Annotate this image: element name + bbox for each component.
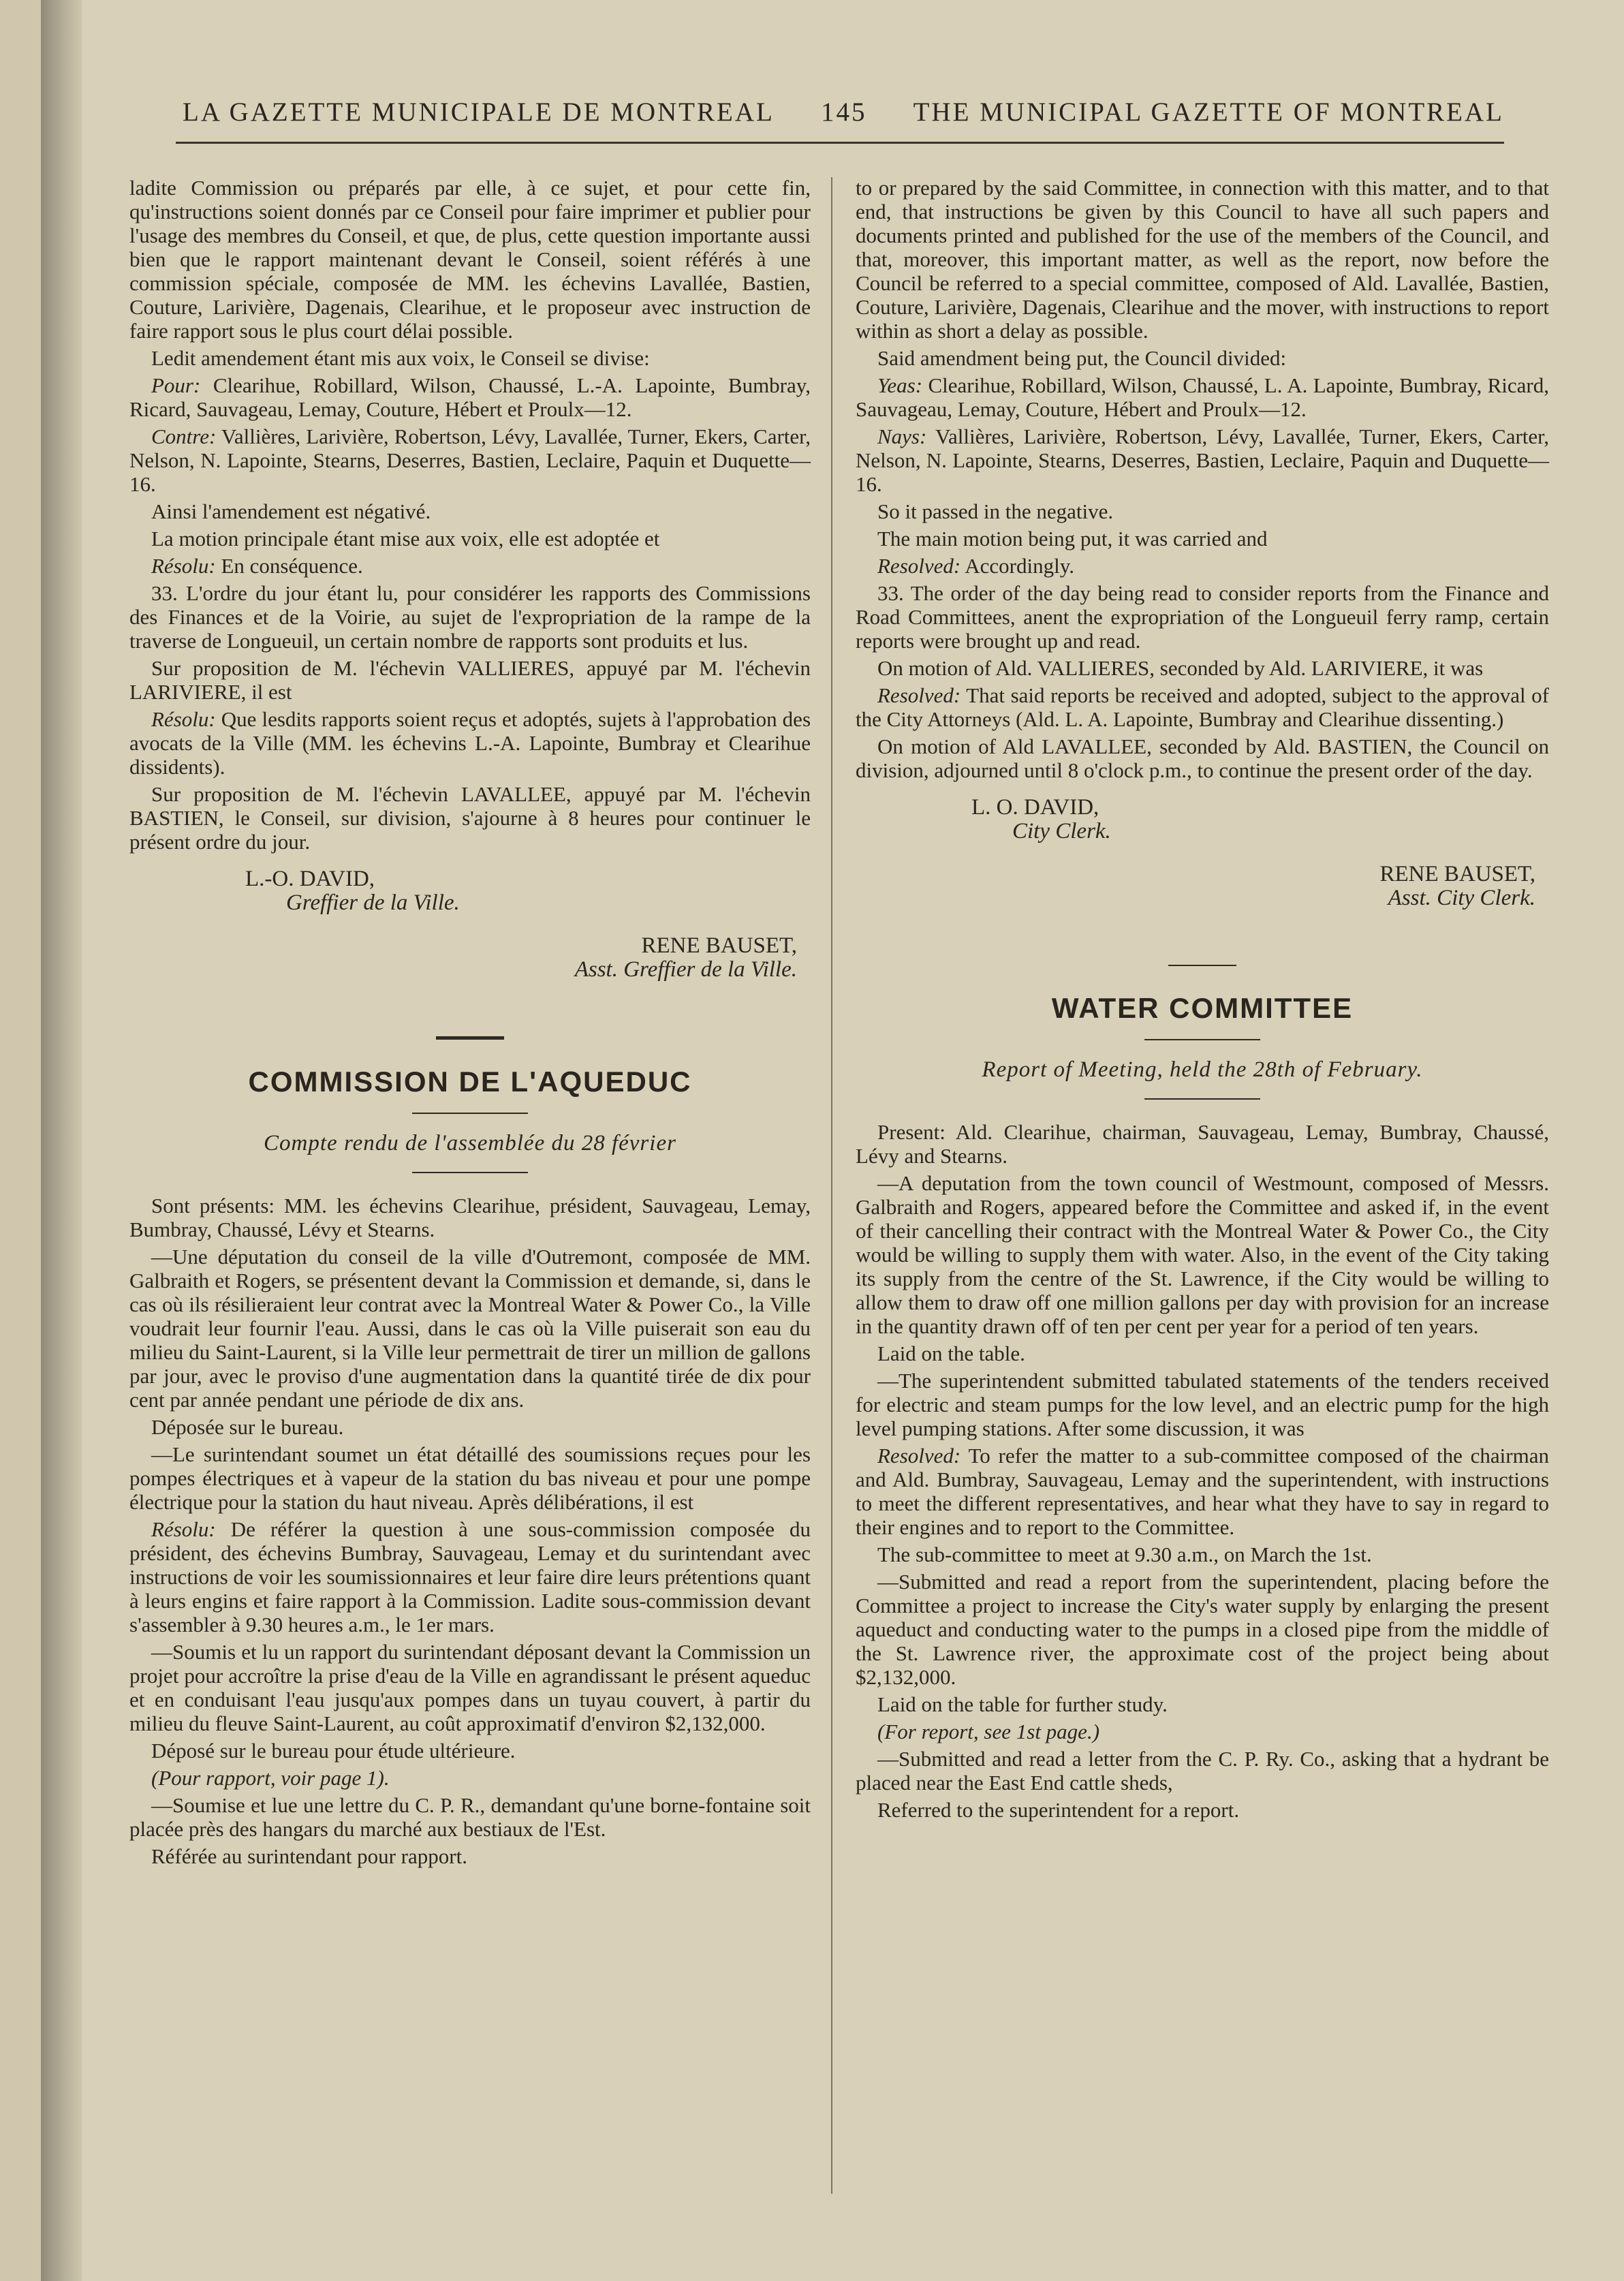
paragraph: Sur proposition de M. l'échevin LAVALLEE, appuyé par M. l'échevin BASTIEN, le Conseil, sur division, s'ajourne à 8 heures pour continuer le présent ordre du jour. <box>129 782 811 854</box>
subtitle-rule <box>1144 1098 1260 1100</box>
paragraph <box>856 1444 1549 1539</box>
paragraph: Present: Ald. Clearihue, chairman, Sauvageau, Lemay, Bumbray, Chaussé, Lévy and Stearns. <box>856 1120 1549 1168</box>
paragraph-text: To refer the matter to a sub-committee composed of the chairman and Ald. Bumbray, Sauvageau, Lemay and the superintendent, with instructions to meet the different representatives, and hear what they have to say in regard to their engines and to report to the Committee. <box>856 1444 1549 1539</box>
paragraph: Laid on the table. <box>877 1341 1025 1365</box>
paragraph <box>856 1720 1549 1743</box>
paragraph: 33. L'ordre du jour étant lu, pour considérer les rapports des Commissions des Finances et de la Voirie, au sujet de l'expropriation de la rampe de la traverse de Longueuil, un certain nombre de rapports sont produits et lus. <box>129 581 811 653</box>
signature-name: L. O. DAVID, <box>971 795 1099 820</box>
signature-name: RENE BAUSET, <box>641 933 797 958</box>
paragraph-text: Que lesdits rapports soient reçus et adoptés, sujets à l'approbation des avocats de la Ville (MM. les échevins L.-A. Lapointe, Bumbray et Clearihue dissidents). <box>129 707 811 779</box>
label: Résolu: <box>151 554 216 578</box>
paragraph <box>856 373 1549 421</box>
french-column <box>129 176 811 1872</box>
english-column <box>856 176 1549 1825</box>
paragraph <box>129 554 811 578</box>
paragraph: Sont présents: MM. les échevins Clearihue, président, Sauvageau, Lemay, Bumbray, Chaussé, Lévy et Stearns. <box>129 1194 811 1241</box>
signature-role: City Clerk. <box>1012 819 1111 843</box>
paragraph: Ledit amendement étant mis aux voix, le Conseil se divise: <box>151 346 650 370</box>
paragraph: On motion of Ald. VALLIERES, seconded by Ald. LARIVIERE, it was <box>877 656 1484 680</box>
paragraph-text: Accordingly. <box>965 554 1074 578</box>
section-divider <box>1168 965 1236 966</box>
signature-clerk <box>129 867 811 915</box>
label: Resolved: <box>877 683 961 707</box>
paragraph: —Le surintendant soumet un état détaillé des soumissions reçues pour les pompes électriques et à vapeur de la station du bas niveau et pour une pompe électrique pour la station du haut niveau. Après délibérations, il est <box>129 1442 811 1514</box>
paragraph-text: Clearihue, Robillard, Wilson, Chaussé, L. A. Lapointe, Bumbray, Ricard, Sauvageau, Lemay, Couture, Hébert and Proulx—12. <box>856 373 1549 421</box>
subtitle-rule <box>412 1172 528 1173</box>
signature-asst-clerk <box>129 934 797 982</box>
paragraph-text: En conséquence. <box>221 554 363 578</box>
paragraph: Référée au surintendant pour rapport. <box>151 1844 467 1868</box>
header-rule <box>176 142 1504 144</box>
label: Contre: <box>151 424 217 448</box>
paragraph: Referred to the superintendent for a report. <box>877 1798 1240 1822</box>
paragraph: 33. The order of the day being read to consider reports from the Finance and Road Committees, anent the expropriation of the Longueuil ferry ramp, certain reports were brought up and read. <box>856 581 1549 653</box>
section-header <box>129 1036 811 1173</box>
label: Nays: <box>877 424 927 448</box>
section-divider <box>436 1036 504 1040</box>
paragraph: Ainsi l'amendement est négativé. <box>151 499 431 523</box>
label: Resolved: <box>877 1444 961 1468</box>
page-binding <box>41 0 82 2281</box>
signature-name: L.-O. DAVID, <box>245 867 375 891</box>
title-rule <box>412 1113 528 1114</box>
label: Pour: <box>151 373 201 397</box>
paragraph-text: Clearihue, Robillard, Wilson, Chaussé, L.-A. Lapointe, Bumbray, Ricard, Sauvageau, Lemay, Couture, Hébert et Proulx—12. <box>129 373 811 421</box>
paragraph: —A deputation from the town council of Westmount, composed of Messrs. Galbraith and Rogers, appeared before the Committee and asked if, in the event of their cancelling their contract with the Montreal Water & Power Co., the City would be willing to supply them with water. Also, in the event of the City taking its supply from the centre of the St. Lawrence, if the City would be willing to allow them to draw off one million gallons per day with provision for an increase in the quantity drawn off of ten per cent per year for a period of ten years. <box>856 1171 1549 1338</box>
label: Resolved: <box>877 554 961 578</box>
paragraph-text: That said reports be received and adopted, subject to the approval of the City Attorneys (Ald. L. A. Lapointe, Bumbray and Clearihue dissenting.) <box>856 683 1549 731</box>
paragraph-text: Vallières, Larivière, Robertson, Lévy, Lavallée, Turner, Ekers, Carter, Nelson, N. Lapointe, Stearns, Deserres, Bastien, Leclaire, Paquin and Duquette—16. <box>856 424 1549 496</box>
header-english-title: THE MUNICIPAL GAZETTE OF MONTREAL <box>913 97 1504 127</box>
paragraph <box>856 683 1549 731</box>
signature-role: Asst. City Clerk. <box>1388 886 1535 910</box>
paragraph: On motion of Ald LAVALLEE, seconded by Ald. BASTIEN, the Council on division, adjourned until 8 o'clock p.m., to continue the present order of the day. <box>856 734 1549 782</box>
header-french-title: LA GAZETTE MUNICIPALE DE MONTREAL <box>183 97 775 127</box>
title-rule <box>1144 1039 1260 1040</box>
paragraph-text: (For report, see 1st page.) <box>877 1720 1100 1743</box>
paragraph: —Une députation du conseil de la ville d'Outremont, composée de MM. Galbraith et Rogers, se présentent devant la Commission et demande, si, dans le cas où ils résilieraient leur contrat avec la Montreal Water & Power Co., la Ville voudrait leur fournir l'eau. Aussi, dans le cas où la Ville puiserait son eau du milieu du Saint-Laurent, si la Ville leur permettrait de tirer un million de gallons par jour, avec le proviso d'une augmentation dans la quantité tirée de dix pour cent par année pendant une période de dix ans. <box>129 1245 811 1412</box>
paragraph: ladite Commission ou préparés par elle, à ce sujet, et pour cette fin, qu'instructions soient donnés par ce Conseil pour faire imprimer et publier pour l'usage des membres du Conseil, et que, de plus, cette question importante aussi bien que le rapport maintenant devant le Conseil, soient référés à une commission spéciale, composée de MM. les échevins Lavallée, Bastien, Couture, Larivière, Dagenais, Clearihue, et le proposeur avec instruction de faire rapport sous le plus court délai possible. <box>129 176 811 343</box>
page-number: 145 <box>820 97 867 127</box>
section-header <box>856 965 1549 1100</box>
signature-role: Greffier de la Ville. <box>286 890 460 915</box>
paragraph <box>856 424 1549 496</box>
paragraph: —The superintendent submitted tabulated statements of the tenders received for electric and steam pumps for the low level, and an electric pump for the high level pumping stations. After some discussion, it was <box>856 1369 1549 1440</box>
signature-role: Asst. Greffier de la Ville. <box>574 957 797 982</box>
label: Résolu: <box>151 707 216 731</box>
paragraph: to or prepared by the said Committee, in connection with this matter, and to that end, that instructions be given by this Council to have all such papers and documents printed and published for the use of the members of the Council, and that, moreover, this important matter, as well as the report, now before the Council be referred to a special committee, composed of Ald. Lavallée, Bastien, Couture, Larivière, Dagenais, Clearihue and the mover, with instructions to report within as short a delay as possible. <box>856 176 1549 343</box>
column-rule <box>831 177 832 2194</box>
paragraph <box>129 1766 811 1790</box>
paragraph: Déposée sur le bureau. <box>151 1415 344 1439</box>
page-header <box>183 97 1504 127</box>
paragraph: The main motion being put, it was carried and <box>877 527 1268 550</box>
section-title: COMMISSION DE L'AQUEDUC <box>248 1066 692 1098</box>
paragraph <box>129 707 811 779</box>
section-subtitle: Report of Meeting, held the 28th of February. <box>982 1057 1423 1082</box>
label: Résolu: <box>151 1517 216 1541</box>
paragraph: Sur proposition de M. l'échevin VALLIERES, appuyé par M. l'échevin LARIVIERE, il est <box>129 656 811 704</box>
paragraph-text: De référer la question à une sous-commission composée du président, des échevins Bumbray, Sauvageau, Lemay et du surintendant avec instructions de voir les soumissionnaires et leur faire dire leurs prétentions quant à leurs engins et faire rapport à la Commission. Ladite sous-commission devant s'assembler à 9.30 heures a.m., le 1er mars. <box>129 1517 811 1636</box>
label: Yeas: <box>877 373 923 397</box>
paragraph: Said amendment being put, the Council divided: <box>877 346 1287 370</box>
signature-clerk <box>856 796 1549 843</box>
paragraph-text: (Pour rapport, voir page 1). <box>151 1766 390 1790</box>
paragraph <box>129 424 811 496</box>
paragraph: —Submitted and read a letter from the C. P. Ry. Co., asking that a hydrant be placed near the East End cattle sheds, <box>856 1747 1549 1795</box>
signature-name: RENE BAUSET, <box>1379 862 1535 886</box>
section-subtitle: Compte rendu de l'assemblée du 28 février <box>264 1131 676 1155</box>
paragraph: —Soumise et lue une lettre du C. P. R., demandant qu'une borne-fontaine soit placée près des hangars du marché aux bestiaux de l'Est. <box>129 1793 811 1841</box>
signature-asst-clerk <box>856 863 1535 910</box>
paragraph <box>129 1517 811 1636</box>
paragraph: The sub-committee to meet at 9.30 a.m., on March the 1st. <box>877 1542 1372 1566</box>
paragraph: —Submitted and read a report from the superintendent, placing before the Committee a project to increase the City's water supply by enlarging the present aqueduct and conducting water to the pumps in a closed pipe from the middle of the St. Lawrence river, the approximate cost of the project being about $2,132,000. <box>856 1570 1549 1689</box>
paragraph <box>856 554 1549 578</box>
paragraph <box>129 373 811 421</box>
paragraph: Laid on the table for further study. <box>877 1692 1168 1716</box>
paragraph: Déposé sur le bureau pour étude ultérieure. <box>151 1739 516 1763</box>
paragraph-text: Vallières, Larivière, Robertson, Lévy, Lavallée, Turner, Ekers, Carter, Nelson, N. Lapointe, Stearns, Deserres, Bastien, Leclaire, Paquin et Duquette—16. <box>129 424 811 496</box>
paragraph: La motion principale étant mise aux voix, elle est adoptée et <box>151 527 660 550</box>
paragraph: —Soumis et lu un rapport du surintendant déposant devant la Commission un projet pour accroître la prise d'eau de la Ville en agrandissant le présent aqueduc et en conduisant l'eau jusqu'aux pompes dans un tuyau couvert, à partir du milieu du fleuve Saint-Laurent, au coût approximatif d'environ $2,132,000. <box>129 1640 811 1735</box>
paragraph: So it passed in the negative. <box>877 499 1114 523</box>
section-title: WATER COMMITTEE <box>1051 992 1354 1024</box>
